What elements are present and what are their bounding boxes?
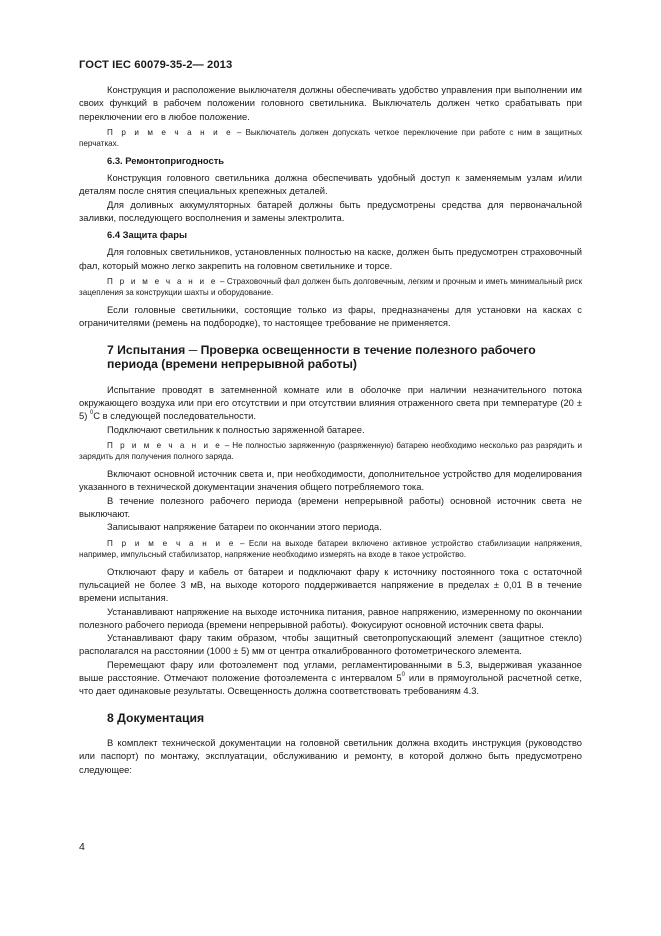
note-text: – Страховочный фал должен быть долговечным, легким и прочным и иметь минимальный риск зацепления за конструкции шахты и оборудование. bbox=[79, 276, 583, 298]
note bbox=[79, 440, 582, 463]
paragraph: Записывают напряжение батареи по окончании этого периода. bbox=[107, 521, 382, 533]
paragraph bbox=[79, 383, 582, 423]
paragraph: Конструкция головного светильника должна обеспечивать удобный доступ к заменяемым узлам и/или деталям после снятия специальных крепежных деталей. bbox=[79, 172, 582, 197]
note-label: П р и м е ч а н и е bbox=[107, 276, 218, 286]
note-label: П р и м е ч а н и е bbox=[107, 127, 233, 137]
note-label: П р и м е ч а н и е bbox=[107, 440, 222, 450]
paragraph: В течение полезного рабочего периода (времени непрерывной работы) основной источник света не выключают. bbox=[79, 494, 582, 519]
paragraph: Включают основной источник света и, при необходимости, дополнительное устройство для моделирования указанного в технической документации значения общего потребляемого тока. bbox=[79, 468, 582, 493]
paragraph bbox=[79, 658, 582, 698]
paragraph: Конструкция и расположение выключателя должны обеспечивать удобство управления при выполнении им своих функций в рабочем положении головного светильника. Выключатель должен четко срабатывать при переключении его в любое положение. bbox=[79, 84, 582, 122]
note bbox=[79, 276, 582, 299]
document-body bbox=[79, 83, 582, 776]
paragraph: Устанавливают фару таким образом, чтобы защитный светопропускающий элемент (защитное стекло) располагался на расстоянии (1000 ± 5) мм от центра откалиброванного фотометрического элемента. bbox=[79, 632, 582, 657]
paragraph-text: Перемещают фару или фотоэлемент под углами, регламентированными в 5.3, выдерживая указанное выше расстояние. Отмечают положение фотоэлемента с интервалом 5 bbox=[79, 658, 582, 684]
page-number: 4 bbox=[79, 841, 85, 853]
note-text: – Не полностью заряженную (разряженную) батарею необходимо несколько раз разрядить и зарядить для получения полного заряда. bbox=[79, 440, 583, 462]
note bbox=[79, 127, 582, 150]
paragraph: Подключают светильник к полностью заряженной батарее. bbox=[107, 423, 365, 435]
paragraph-text: Испытание проводят в затемненной комнате или в оболочке при наличии незначительного потока окружающего воздуха или при его отсутствии и при отсутствии влияния отраженного света при температуре (20 ± 5) bbox=[79, 383, 582, 422]
note-label: П р и м е ч а н и е bbox=[107, 538, 236, 548]
paragraph-text: или в прямоугольной расчетной сетке, что дает одинаковые результаты. Освещенность должна соответствовать требованиям 4.3. bbox=[79, 672, 582, 697]
paragraph: В комплект технической документации на головной светильник должна входить инструкция (руководство или паспорт) по монтажу, эксплуатации, обслуживанию и ремонту, в которой должно быть предусмотрено следующее: bbox=[79, 737, 582, 775]
section-heading-7: 7 Испытания ─ Проверка освещенности в течение полезного рабочего периода (времени непрерывной работы) bbox=[107, 342, 536, 372]
section-heading-6-3: 6.3. Ремонтопригодность bbox=[107, 155, 225, 167]
paragraph: Для головных светильников, установленных полностью на каске, должен быть предусмотрен страховочный фал, который можно легко закрепить на головном светильнике и торсе. bbox=[79, 246, 582, 271]
paragraph: Отключают фару и кабель от батареи и подключают фару к источнику постоянного тока с остаточной пульсацией не более 3 мВ, на выходе которого поддерживается напряжение в пределах ± 0,01 В в течение времени испытания. bbox=[79, 565, 582, 604]
paragraph: Устанавливают напряжение на выходе источника питания, равное напряжению, измеренному по окончании полезного рабочего периода (времени непрерывной работы). Фокусируют основной источник света фары. bbox=[79, 605, 582, 630]
document-header: ГОСТ IEC 60079-35-2— 2013 bbox=[79, 59, 233, 71]
note-text: – Если на выходе батареи включено активное устройство стабилизации напряжения, например, импульсный стабилизатор, напряжение необходимо измерять на входе в такое устройство. bbox=[79, 538, 582, 560]
note bbox=[79, 538, 582, 561]
paragraph: Если головные светильники, состоящие только из фары, предназначены для установки на касках с ограничителями (ремень на подбородке), то настоящее требование не применяется. bbox=[79, 304, 582, 329]
superscript: 0 bbox=[89, 410, 94, 417]
section-heading-8: 8 Документация bbox=[107, 710, 205, 725]
section-heading-6-4: 6.4 Защита фары bbox=[107, 229, 187, 241]
paragraph-text: С в следующей последовательности. bbox=[93, 410, 256, 422]
superscript: 0 bbox=[401, 671, 405, 678]
note-text: – Выключатель должен допускать четкое переключение при работе с ним в защитных перчатках. bbox=[79, 127, 583, 149]
paragraph: Для доливных аккумуляторных батарей должны быть предусмотрены средства для первоначальной заливки, последующего восполнения и замены электролита. bbox=[79, 198, 582, 223]
